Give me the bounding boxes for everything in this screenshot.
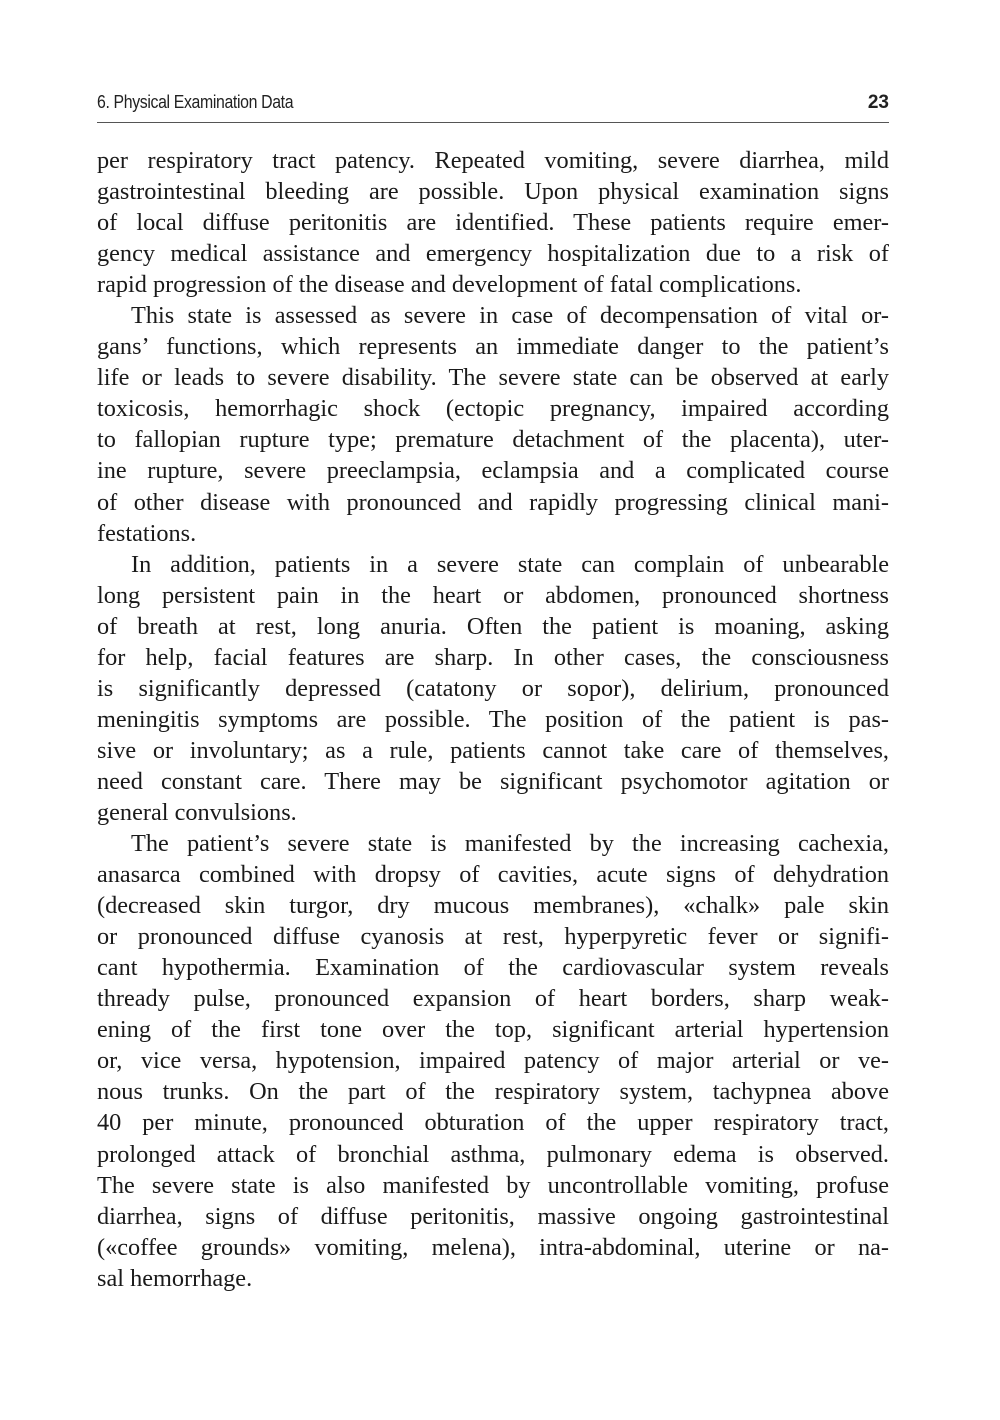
body-text [97,145,889,1294]
text-line: prolonged attack of bronchial asthma, pulmonary edema is observed. [97,1140,889,1168]
text-line: In addition, patients in a severe state can complain of unbearable [131,550,889,578]
text-line: long persistent pain in the heart or abdomen, pronounced shortness [97,581,889,609]
text-line: festations. [97,519,197,547]
text-line: to fallopian rupture type; premature detachment of the placenta), uter- [97,426,889,454]
text-line: gans’ functions, which represents an immediate danger to the patient’s [97,333,889,361]
text-line: per respiratory tract patency. Repeated vomiting, severe diarrhea, mild [97,147,889,174]
text-line: («coffee grounds» vomiting, melena), intra-abdominal, uterine or na- [97,1233,889,1261]
text-line: The severe state is also manifested by uncontrollable vomiting, profuse [97,1171,889,1199]
text-line: sal hemorrhage. [97,1264,253,1292]
text-line: toxicosis, hemorrhagic shock (ectopic pregnancy, impaired according [97,395,889,423]
paragraph [97,549,889,828]
text-line: (decreased skin turgor, dry mucous membranes), «chalk» pale skin [97,892,889,920]
text-line: The patient’s severe state is manifested by the increasing cachexia, [131,830,889,858]
page-number: 23 [867,92,889,113]
text-line: diarrhea, signs of diffuse peritonitis, massive ongoing gastrointestinal [97,1202,889,1230]
text-line: is significantly depressed (catatony or sopor), delirium, pronounced [97,674,889,702]
text-line: or pronounced diffuse cyanosis at rest, hyperpyretic fever or signifi- [97,923,889,951]
text-line: anasarca combined with dropsy of cavities, acute signs of dehydration [97,861,889,889]
text-line: or, vice versa, hypotension, impaired patency of major arterial or ve- [97,1047,889,1075]
text-line: This state is assessed as severe in case of decompensation of vital or- [131,302,889,330]
running-head: 6. Physical Examination Data [97,92,294,112]
text-line: ine rupture, severe preeclampsia, eclampsia and a complicated course [97,457,889,485]
text-line: general convulsions. [97,798,297,826]
text-line: nous trunks. On the part of the respiratory system, tachypnea above [97,1078,889,1106]
text-line: sive or involuntary; as a rule, patients cannot take care of themselves, [97,736,889,764]
text-line: cant hypothermia. Examination of the cardiovascular system reveals [97,954,889,982]
text-line: of other disease with pronounced and rapidly progressing clinical mani- [97,488,889,516]
text-line: of breath at rest, long anuria. Often the patient is moaning, asking [97,612,889,640]
text-line: for help, facial features are sharp. In other cases, the consciousness [97,643,889,671]
text-line: of local diffuse peritonitis are identified. These patients require emer- [97,209,889,237]
text-line: gency medical assistance and emergency hospitalization due to a risk of [97,240,889,268]
text-line: thready pulse, pronounced expansion of heart borders, sharp weak- [97,985,889,1013]
paragraph [97,828,889,1294]
text-line: ening of the first tone over the top, significant arterial hypertension [97,1016,889,1044]
text-line: rapid progression of the disease and development of fatal complications. [97,271,802,299]
paragraph [97,300,889,548]
text-line: meningitis symptoms are possible. The position of the patient is pas- [97,705,889,733]
text-line: gastrointestinal bleeding are possible. Upon physical examination signs [97,178,889,206]
text-line: 40 per minute, pronounced obturation of the upper respiratory tract, [97,1109,889,1137]
paragraph [97,145,889,300]
page-header [97,92,889,123]
text-line: life or leads to severe disability. The severe state can be observed at early [97,364,889,392]
text-line: need constant care. There may be significant psychomotor agitation or [97,767,889,795]
